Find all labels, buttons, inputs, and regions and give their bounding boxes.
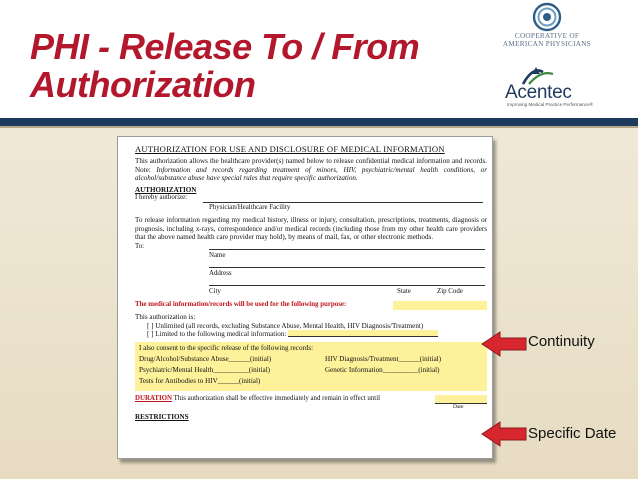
restrictions-heading: RESTRICTIONS — [135, 412, 189, 421]
specific-date-callout: Specific Date — [528, 425, 617, 442]
authorization-form-image — [117, 136, 493, 459]
record-drug-alcohol: Drug/Alcohol/Substance Abuse______(initial) — [139, 354, 272, 363]
purpose-row — [135, 301, 487, 313]
header-divider — [0, 118, 638, 126]
acentec-logo — [505, 64, 605, 110]
limited-option-text: [ ] Limited to the following medical information: — [147, 329, 287, 338]
authorization-scope — [135, 313, 487, 338]
slide-header — [0, 0, 638, 118]
consent-text: I also consent to the specific release of the following records: — [139, 344, 314, 353]
record-psychiatric: Psychiatric/Mental Health__________(initial) — [139, 365, 271, 374]
record-initial: (initial) — [248, 365, 271, 374]
address-line — [209, 277, 485, 286]
record-label: Tests for Antibodies to HIV — [139, 376, 218, 385]
name-line — [209, 259, 485, 268]
authorize-row — [135, 194, 487, 214]
zip-label: Zip Code — [437, 288, 463, 296]
record-initial: (initial) — [419, 354, 442, 363]
specific-release-block — [135, 342, 487, 390]
to-label: To: — [135, 243, 145, 251]
continuity-callout: Continuity — [528, 333, 595, 350]
record-label: Genetic Information — [325, 365, 383, 374]
duration-text: This authorization shall be effective immediately and remain in effect until — [173, 394, 381, 402]
record-initial: (initial) — [249, 354, 272, 363]
authorize-line — [203, 194, 483, 203]
record-label: Psychiatric/Mental Health — [139, 365, 214, 374]
records-grid — [139, 355, 483, 389]
form-intro — [135, 157, 487, 182]
city-label: City — [209, 288, 221, 296]
release-text: To release information regarding my medical history, illness or injury, consultation, prescriptions, treatments, diagnosis or prognosis, including x-rays, correspondence and/or medical records (including those from my other health care providers that the above named health care provider may hold), by means of mail, fax, or other electronic methods. — [135, 216, 487, 242]
authorization-heading: AUTHORIZATION — [135, 186, 197, 195]
slide-title-line-1: PHI - Release To / From — [30, 26, 420, 67]
acentec-tagline: Improving Medical Practice Performance® — [507, 102, 594, 107]
scope-label: This authorization is: — [135, 313, 196, 322]
address-label: Address — [209, 270, 232, 278]
continuity-arrow-icon — [480, 330, 528, 358]
cap-logo — [492, 2, 602, 62]
record-initial: (initial) — [239, 376, 261, 385]
header-divider-thin — [0, 126, 638, 128]
recipient-top-line — [209, 241, 485, 250]
form-intro-note: Information and records regarding treatment of minors, HIV, psychiatric/mental health conditions, or alcohol/substance abuse have special rules that require specific authorization. — [135, 165, 487, 182]
record-hiv-antibodies: Tests for Antibodies to HIV______(initial) — [139, 376, 261, 385]
form-title: AUTHORIZATION FOR USE AND DISCLOSURE OF MEDICAL INFORMATION — [135, 144, 445, 154]
date-label: Date — [453, 403, 464, 410]
specific-date-arrow-icon — [480, 420, 528, 448]
limited-option — [135, 330, 487, 338]
purpose-highlight — [393, 301, 487, 310]
record-label: HIV Diagnosis/Treatment — [325, 354, 399, 363]
facility-label: Physician/Healthcare Facility — [209, 204, 291, 212]
duration-row — [135, 395, 487, 411]
cap-logo-line-1: COOPERATIVE OF — [514, 32, 580, 40]
form-intro-text: This authorization allows the healthcare provider(s) named below to release confidential medical information and records. Note: — [135, 157, 487, 174]
state-label: State — [397, 288, 411, 296]
cap-logo-emblem-icon — [532, 2, 562, 32]
name-label: Name — [209, 252, 226, 260]
unlimited-option: [ ] Unlimited (all records, excluding Substance Abuse, Mental Health, HIV Diagnosis/Treatment) — [147, 321, 424, 330]
record-label: Drug/Alcohol/Substance Abuse — [139, 354, 229, 363]
slide-title — [30, 28, 470, 104]
acentec-name: Acentec — [505, 82, 572, 103]
limited-option-line — [288, 330, 438, 337]
record-hiv-diagnosis: HIV Diagnosis/Treatment______(initial) — [325, 354, 442, 363]
cap-logo-line-2: AMERICAN PHYSICIANS — [502, 40, 592, 48]
duration-line — [135, 395, 380, 403]
record-initial: (initial) — [418, 365, 440, 374]
record-genetic: Genetic Information__________(initial) — [325, 365, 440, 374]
recipient-block — [135, 243, 487, 301]
slide-title-line-2: Authorization — [30, 64, 256, 105]
duration-label: DURATION — [135, 394, 173, 402]
purpose-text: The medical information/records will be used for the following purpose: — [135, 301, 347, 309]
authorize-label: I hereby authorize: — [135, 194, 188, 202]
